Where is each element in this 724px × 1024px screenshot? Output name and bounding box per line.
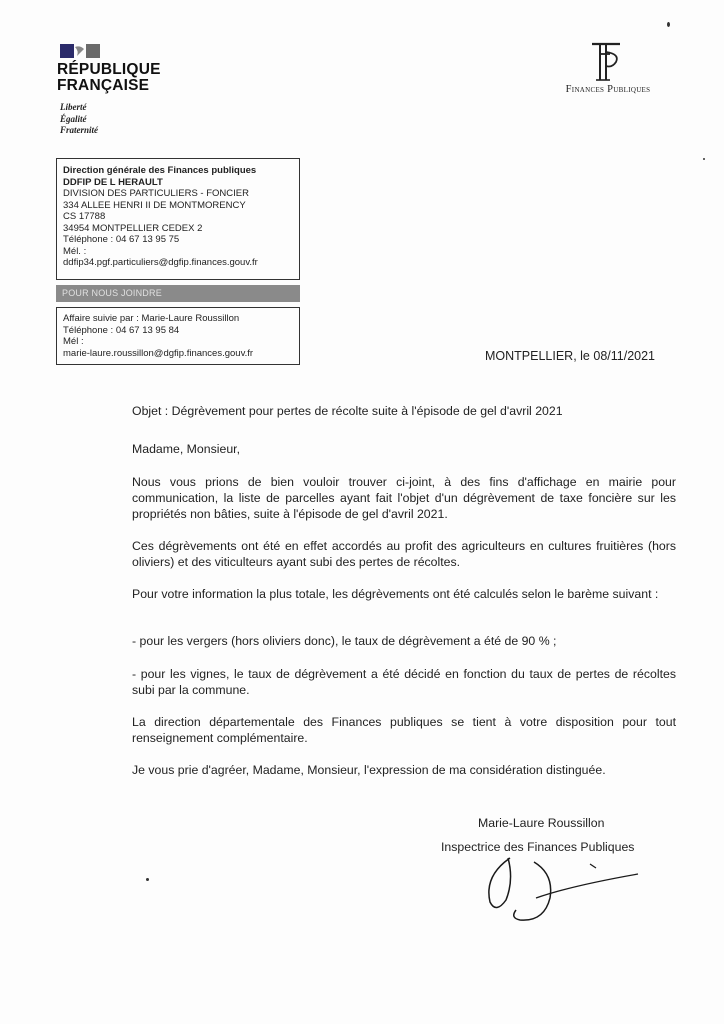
- signatory-title: Inspectrice des Finances Publiques: [441, 840, 635, 854]
- address-line: Direction générale des Finances publiques: [63, 165, 257, 176]
- scan-speck: [667, 22, 670, 27]
- letter-paragraph-2: Ces dégrèvements ont été en effet accordés au profit des agriculteurs en cultures fruitières (hors oliviers) et des viticulteurs ayant subi des pertes de récoltes.: [132, 539, 676, 569]
- follow-up-phone: Téléphone : 04 67 13 95 84: [63, 324, 180, 336]
- letter-paragraph-1: Nous vous prions de bien vouloir trouver ci-joint, à des fins d'affichage en mairie pour communication, la liste de parcelles ayant fait l'objet d'un dégrèvement de taxe foncière sur les propriétés non bâties, suite à l'épisode de gel d'avril 2021.: [132, 475, 676, 521]
- signatory-name: Marie-Laure Roussillon: [478, 816, 605, 830]
- follow-up-email: marie-laure.roussillon@dgfip.finances.gouv.fr: [63, 347, 254, 359]
- address-line: 34954 MONTPELLIER CEDEX 2: [63, 222, 203, 234]
- republic-line1: RÉPUBLIQUE: [57, 61, 161, 78]
- letter-object: Objet : Dégrèvement pour pertes de récolte suite à l'épisode de gel d'avril 2021: [132, 404, 563, 418]
- scan-speck: [703, 158, 705, 160]
- follow-up-mel-label: Mél :: [63, 336, 84, 347]
- letter-closing: Je vous prie d'agréer, Madame, Monsieur, l'expression de ma considération distinguée.: [132, 763, 606, 777]
- finances-publiques-label: Finances Publiques: [565, 84, 651, 95]
- address-line: CS 17788: [63, 211, 106, 222]
- address-line: DIVISION DES PARTICULIERS - FONCIER: [63, 188, 249, 199]
- marianne-flag-icon: [60, 44, 100, 58]
- follow-up-person: Affaire suivie par : Marie-Laure Roussillon: [63, 313, 240, 324]
- follow-up-box: [56, 307, 300, 365]
- republic-motto: Liberté Égalité Fraternité: [60, 102, 99, 135]
- handwritten-signature-icon: [470, 850, 650, 930]
- address-mel-label: Mél. :: [63, 245, 87, 257]
- sender-address-box: [56, 158, 300, 280]
- republic-line2: FRANÇAISE: [57, 77, 150, 94]
- scan-speck: [146, 878, 149, 881]
- republique-francaise-title: [57, 62, 161, 94]
- address-line: 334 ALLEE HENRI II DE MONTMORENCY: [63, 199, 246, 211]
- address-line: DDFIP DE L HERAULT: [63, 176, 163, 188]
- letter-paragraph-5: - pour les vignes, le taux de dégrèvement a été décidé en fonction du taux de pertes de récoltes subi par la commune.: [132, 667, 676, 697]
- letter-paragraph-6: La direction départementale des Finances publiques se tient à votre disposition pour tout renseignement complémentaire.: [132, 715, 676, 745]
- finances-publiques-logo-icon: [586, 40, 626, 84]
- address-email: ddfip34.pgf.particuliers@dgfip.finances.gouv.fr: [63, 257, 258, 268]
- contact-banner: POUR NOUS JOINDRE: [56, 285, 300, 302]
- letter-paragraph-3: Pour votre information la plus totale, les dégrèvements ont été calculés selon le barème suivant :: [132, 587, 659, 601]
- address-phone: Téléphone : 04 67 13 95 75: [63, 234, 180, 245]
- date-line: MONTPELLIER, le 08/11/2021: [485, 349, 655, 363]
- letter-salutation: Madame, Monsieur,: [132, 442, 240, 456]
- letter-paragraph-4: - pour les vergers (hors oliviers donc), le taux de dégrèvement a été de 90 % ;: [132, 634, 557, 648]
